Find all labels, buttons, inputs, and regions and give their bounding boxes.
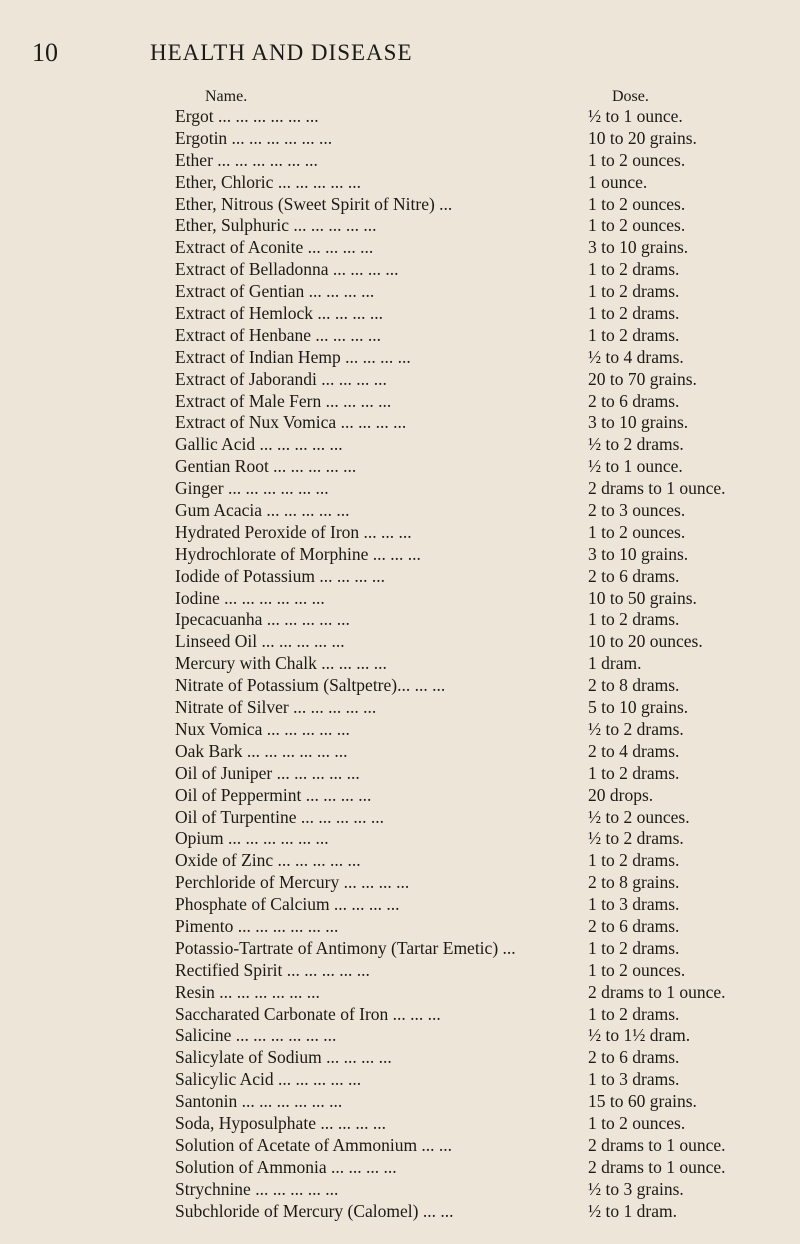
medicine-dose: 2 drams to 1 ounce. [588, 478, 726, 499]
dose-column-header: Dose. [612, 88, 649, 105]
medicine-dose: 1 to 2 ounces. [588, 521, 686, 542]
medicine-dose: 10 to 50 grains. [588, 587, 697, 608]
medicine-dose: 2 to 6 drams. [588, 915, 680, 936]
medicine-name: Extract of Belladonna ... ... ... ... [175, 259, 399, 280]
medicine-name: Extract of Nux Vomica ... ... ... ... [175, 412, 407, 433]
medicine-dose: 1 to 2 ounces. [588, 193, 686, 214]
table-row [175, 434, 785, 456]
medicine-name: Soda, Hyposulphate ... ... ... ... [175, 1112, 386, 1133]
medicine-dose: ½ to 4 drams. [588, 346, 684, 367]
medicine-name: Salicine ... ... ... ... ... ... [175, 1025, 337, 1046]
medicine-name: Santonin ... ... ... ... ... ... [175, 1091, 343, 1112]
medicine-name: Oak Bark ... ... ... ... ... ... [175, 740, 348, 761]
medicine-name: Phosphate of Calcium ... ... ... ... [175, 894, 400, 915]
table-row [175, 1179, 785, 1201]
table-row [175, 609, 785, 631]
medicine-name: Linseed Oil ... ... ... ... ... [175, 631, 345, 652]
table-row [175, 1004, 785, 1026]
medicine-dose: ½ to 1½ dram. [588, 1025, 691, 1046]
medicine-name: Oil of Turpentine ... ... ... ... ... [175, 806, 385, 827]
table-row [175, 741, 785, 763]
medicine-dose: 10 to 20 grains. [588, 127, 697, 148]
table-row [175, 850, 785, 872]
medicine-name: Rectified Spirit ... ... ... ... ... [175, 959, 370, 980]
table-row [175, 1025, 785, 1047]
table-row [175, 325, 785, 347]
medicine-dose: 20 drops. [588, 784, 654, 805]
table-row [175, 106, 785, 128]
table-row [175, 719, 785, 741]
medicine-name: Ether, Nitrous (Sweet Spirit of Nitre) ... [175, 193, 453, 214]
table-row [175, 938, 785, 960]
medicine-dose: 1 dram. [588, 653, 642, 674]
medicine-name: Ether, Sulphuric ... ... ... ... ... [175, 215, 377, 236]
medicine-name: Extract of Male Fern ... ... ... ... [175, 390, 392, 411]
table-row [175, 391, 785, 413]
medicine-name: Solution of Acetate of Ammonium ... ... [175, 1134, 453, 1155]
table-row [175, 763, 785, 785]
medicine-dose: 1 to 3 drams. [588, 1069, 680, 1090]
medicine-name: Ergotin ... ... ... ... ... ... [175, 127, 333, 148]
medicine-dose: 1 to 2 drams. [588, 324, 680, 345]
table-row [175, 1091, 785, 1113]
medicine-dose: ½ to 2 drams. [588, 718, 684, 739]
medicine-name: Nux Vomica ... ... ... ... ... [175, 718, 350, 739]
table-row [175, 1201, 785, 1223]
medicine-name: Salicylic Acid ... ... ... ... ... [175, 1069, 362, 1090]
medicine-dose: 10 to 20 ounces. [588, 631, 703, 652]
medicine-name: Gallic Acid ... ... ... ... ... [175, 434, 343, 455]
table-row [175, 1157, 785, 1179]
medicine-name: Salicylate of Sodium ... ... ... ... [175, 1047, 392, 1068]
table-row [175, 369, 785, 391]
medicine-name: Ether ... ... ... ... ... ... [175, 149, 318, 170]
table-row [175, 982, 785, 1004]
table-row [175, 522, 785, 544]
medicine-name: Mercury with Chalk ... ... ... ... [175, 653, 387, 674]
medicine-dose: ½ to 2 drams. [588, 434, 684, 455]
table-row [175, 281, 785, 303]
medicine-dose: 1 to 2 ounces. [588, 215, 686, 236]
table-row [175, 631, 785, 653]
medicine-dose: ½ to 2 drams. [588, 828, 684, 849]
table-row [175, 872, 785, 894]
table-row [175, 347, 785, 369]
medicine-name: Gum Acacia ... ... ... ... ... [175, 500, 350, 521]
table-row [175, 1069, 785, 1091]
medicine-dose: ½ to 3 grains. [588, 1178, 684, 1199]
table-row [175, 566, 785, 588]
medicine-name: Strychnine ... ... ... ... ... [175, 1178, 339, 1199]
dose-table [175, 106, 785, 1222]
medicine-dose: 2 drams to 1 ounce. [588, 1134, 726, 1155]
medicine-name: Iodide of Potassium ... ... ... ... [175, 565, 385, 586]
table-row [175, 1113, 785, 1135]
table-row [175, 500, 785, 522]
medicine-name: Extract of Jaborandi ... ... ... ... [175, 368, 387, 389]
medicine-dose: 1 to 2 drams. [588, 303, 680, 324]
medicine-dose: 2 to 8 drams. [588, 675, 680, 696]
medicine-name: Hydrated Peroxide of Iron ... ... ... [175, 521, 412, 542]
medicine-dose: ½ to 1 ounce. [588, 106, 683, 126]
table-row [175, 960, 785, 982]
table-row [175, 194, 785, 216]
table-row [175, 478, 785, 500]
table-row [175, 128, 785, 150]
medicine-name: Potassio-Tartrate of Antimony (Tartar Emetic) ... [175, 937, 516, 958]
medicine-name: Subchloride of Mercury (Calomel) ... ... [175, 1200, 454, 1221]
medicine-dose: 2 to 6 drams. [588, 390, 680, 411]
medicine-dose: 1 to 3 drams. [588, 894, 680, 915]
table-row [175, 303, 785, 325]
medicine-dose: 2 to 3 ounces. [588, 500, 686, 521]
medicine-dose: 1 to 2 drams. [588, 1003, 680, 1024]
medicine-dose: 2 to 6 drams. [588, 565, 680, 586]
medicine-name: Nitrate of Potassium (Saltpetre)... ... ... [175, 675, 446, 696]
medicine-name: Resin ... ... ... ... ... ... [175, 981, 320, 1002]
medicine-name: Ether, Chloric ... ... ... ... ... [175, 171, 361, 192]
name-column-header: Name. [205, 88, 248, 105]
medicine-name: Opium ... ... ... ... ... ... [175, 828, 329, 849]
medicine-dose: 1 to 2 drams. [588, 937, 680, 958]
medicine-name: Oil of Juniper ... ... ... ... ... [175, 762, 360, 783]
table-row [175, 1135, 785, 1157]
medicine-dose: 1 to 2 drams. [588, 850, 680, 871]
medicine-dose: 2 drams to 1 ounce. [588, 981, 726, 1002]
medicine-dose: 3 to 10 grains. [588, 543, 689, 564]
medicine-name: Oil of Peppermint ... ... ... ... [175, 784, 372, 805]
medicine-name: Ginger ... ... ... ... ... ... [175, 478, 329, 499]
medicine-dose: 2 to 4 drams. [588, 740, 680, 761]
medicine-dose: 3 to 10 grains. [588, 412, 689, 433]
medicine-dose: 1 to 2 drams. [588, 259, 680, 280]
medicine-name: Hydrochlorate of Morphine ... ... ... [175, 543, 421, 564]
table-row [175, 653, 785, 675]
medicine-name: Perchloride of Mercury ... ... ... ... [175, 872, 410, 893]
medicine-name: Oxide of Zinc ... ... ... ... ... [175, 850, 361, 871]
table-row [175, 456, 785, 478]
table-row [175, 412, 785, 434]
medicine-dose: 1 to 2 drams. [588, 762, 680, 783]
medicine-dose: ½ to 1 dram. [588, 1200, 677, 1221]
table-row [175, 785, 785, 807]
medicine-dose: 1 ounce. [588, 171, 648, 192]
medicine-name: Ipecacuanha ... ... ... ... ... [175, 609, 350, 630]
medicine-dose: 15 to 60 grains. [588, 1091, 697, 1112]
medicine-dose: 1 to 2 ounces. [588, 959, 686, 980]
medicine-dose: 1 to 2 ounces. [588, 1112, 686, 1133]
running-head: HEALTH AND DISEASE [150, 40, 413, 65]
table-row [175, 916, 785, 938]
medicine-dose: 1 to 2 drams. [588, 609, 680, 630]
medicine-dose: 3 to 10 grains. [588, 237, 689, 258]
table-row [175, 894, 785, 916]
table-row [175, 588, 785, 610]
medicine-name: Pimento ... ... ... ... ... ... [175, 915, 339, 936]
medicine-name: Extract of Hemlock ... ... ... ... [175, 303, 384, 324]
medicine-dose: ½ to 1 ounce. [588, 456, 683, 477]
medicine-name: Extract of Henbane ... ... ... ... [175, 324, 382, 345]
table-row [175, 1047, 785, 1069]
medicine-name: Solution of Ammonia ... ... ... ... [175, 1156, 397, 1177]
page-number: 10 [32, 38, 58, 67]
medicine-name: Nitrate of Silver ... ... ... ... ... [175, 697, 377, 718]
table-row [175, 675, 785, 697]
medicine-dose: 1 to 2 ounces. [588, 149, 686, 170]
medicine-dose: 1 to 2 drams. [588, 281, 680, 302]
medicine-dose: 2 drams to 1 ounce. [588, 1156, 726, 1177]
medicine-name: Iodine ... ... ... ... ... ... [175, 587, 325, 608]
table-row [175, 237, 785, 259]
medicine-name: Extract of Indian Hemp ... ... ... ... [175, 346, 411, 367]
medicine-dose: 2 to 6 drams. [588, 1047, 680, 1068]
table-row [175, 150, 785, 172]
table-row [175, 544, 785, 566]
medicine-dose: 5 to 10 grains. [588, 697, 689, 718]
table-row [175, 259, 785, 281]
table-row [175, 828, 785, 850]
table-row [175, 172, 785, 194]
table-row [175, 697, 785, 719]
medicine-dose: 20 to 70 grains. [588, 368, 697, 389]
medicine-dose: 2 to 8 grains. [588, 872, 680, 893]
table-row [175, 215, 785, 237]
medicine-name: Extract of Aconite ... ... ... ... [175, 237, 374, 258]
table-row [175, 807, 785, 829]
medicine-name: Gentian Root ... ... ... ... ... [175, 456, 357, 477]
medicine-name: Extract of Gentian ... ... ... ... [175, 281, 375, 302]
medicine-name: Saccharated Carbonate of Iron ... ... ... [175, 1003, 441, 1024]
medicine-dose: ½ to 2 ounces. [588, 806, 690, 827]
medicine-name: Ergot ... ... ... ... ... ... [175, 106, 319, 126]
